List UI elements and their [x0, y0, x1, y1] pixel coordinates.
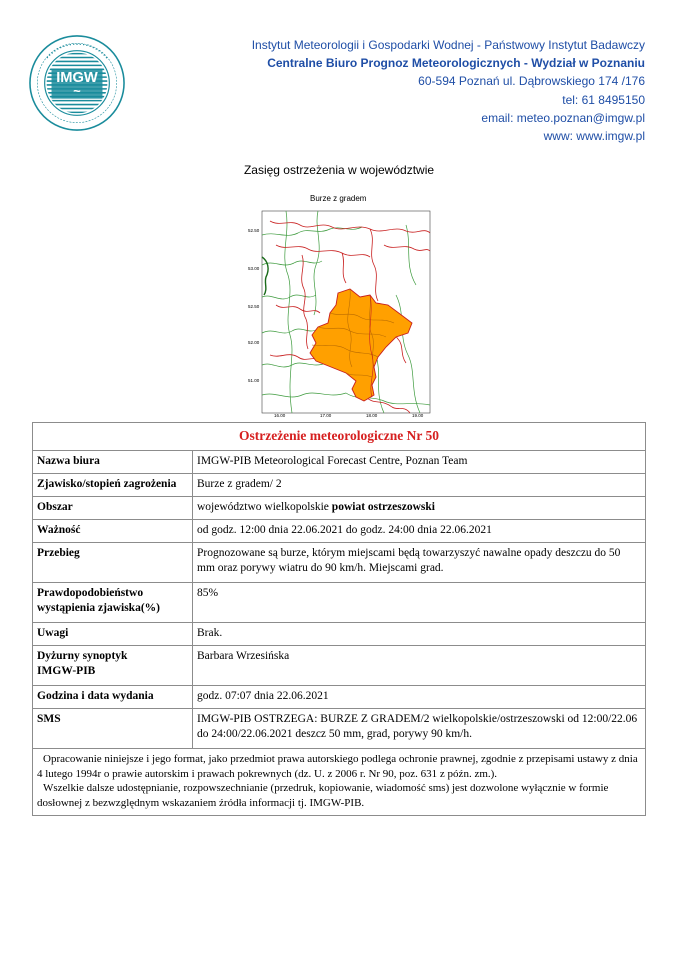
row-label-line: Dyżurny synoptyk — [37, 650, 128, 662]
warning-table — [32, 422, 646, 816]
office-name: Centralne Biuro Prognoz Meteorologicznych - Wydział w Poznaniu — [267, 56, 645, 71]
lat-label: 52.50 — [248, 228, 260, 233]
svg-text:~: ~ — [73, 83, 81, 99]
imgw-logo — [28, 34, 126, 132]
row-value: 85% — [193, 583, 646, 623]
row-value: godz. 07:07 dnia 22.06.2021 — [193, 686, 646, 709]
row-label: Nazwa biura — [33, 451, 193, 474]
row-value — [193, 497, 646, 520]
warning-area-map — [246, 205, 436, 419]
table-row — [33, 520, 646, 543]
table-row — [33, 497, 646, 520]
row-label: Zjawisko/stopień zagrożenia — [33, 474, 193, 497]
row-value: Barbara Wrzesińska — [193, 646, 646, 686]
lon-label: 19.00 — [412, 413, 424, 418]
email[interactable]: email: meteo.poznan@imgw.pl — [481, 110, 645, 125]
table-row — [33, 686, 646, 709]
document-title: Zasięg ostrzeżenia w województwie — [243, 163, 435, 177]
row-label: Ważność — [33, 520, 193, 543]
phone: tel: 61 8495150 — [562, 92, 645, 107]
institute-name: Instytut Meteorologii i Gospodarki Wodnej - Państwowy Instytut Badawczy — [251, 38, 645, 52]
row-value: Brak. — [193, 623, 646, 646]
table-row — [33, 451, 646, 474]
address: 60-594 Poznań ul. Dąbrowskiego 174 /176 — [418, 74, 645, 89]
table-row — [33, 474, 646, 497]
svg-text:• • • • • • • • • • • • • • •: • • • • • • • • • • • • • • • • • • • • • — [45, 41, 109, 61]
header-block — [252, 36, 645, 145]
row-value: Burze z gradem/ 2 — [193, 474, 646, 497]
table-row — [33, 709, 646, 749]
row-label-line: Prawdopodobieństwo — [37, 587, 144, 599]
table-row — [33, 623, 646, 646]
lon-label: 18.00 — [366, 413, 378, 418]
table-row — [33, 583, 646, 623]
copyright-note — [33, 749, 646, 816]
row-label-line: wystąpienia zjawiska(%) — [37, 602, 160, 614]
row-value: IMGW-PIB OSTRZEGA: BURZE Z GRADEM/2 wielkopolskie/ostrzeszowski od 12:00/22.06 do 24:00/22.06.2021 deszcz 50 mm, grad, porywy 90 km/h. — [193, 709, 646, 749]
lon-label: 17.00 — [320, 413, 332, 418]
website[interactable]: www: www.imgw.pl — [543, 129, 645, 144]
row-label: Godzina i data wydania — [33, 686, 193, 709]
row-label: SMS — [33, 709, 193, 749]
row-value: od godz. 12:00 dnia 22.06.2021 do godz. 24:00 dnia 22.06.2021 — [193, 520, 646, 543]
row-label: Przebieg — [33, 543, 193, 583]
row-label: Obszar — [33, 497, 193, 520]
row-value: IMGW-PIB Meteorological Forecast Centre, Poznan Team — [193, 451, 646, 474]
copyright-paragraph: Opracowanie niniejsze i jego format, jako przedmiot prawa autorskiego podlega ochronie prawnej, zgodnie z przepisami ustawy z dnia 4 lutego 1994r o prawie autorskim i prawach pokrewnych (dz. U. z 2006 r. Nr 90, poz. 631 z późn. zm.). — [37, 753, 638, 780]
lat-label: 52.50 — [248, 304, 260, 309]
lon-label: 16.00 — [274, 413, 286, 418]
table-row — [33, 543, 646, 583]
table-row — [33, 646, 646, 686]
row-label: Uwagi — [33, 623, 193, 646]
copyright-paragraph: Wszelkie dalsze udostępnianie, rozpowszechnianie (przedruk, kopiowanie, wiadomość sms) jest dozwolone wyłącznie w formie dosłownej z bezwzględnym wskazaniem źródła informacji tj. IMGW-PIB. — [37, 782, 609, 809]
row-label — [33, 583, 193, 623]
row-value: Prognozowane są burze, którym miejscami będą towarzyszyć nawalne opady deszczu do 50 mm oraz porywy wiatru do 90 km/h. Miejscami grad. — [193, 543, 646, 583]
area-county: powiat ostrzeszowski — [331, 501, 435, 513]
lat-label: 51.00 — [248, 378, 260, 383]
warning-heading: Ostrzeżenie meteorologiczne Nr 50 — [33, 423, 646, 451]
area-voivodeship: województwo wielkopolskie — [197, 501, 329, 513]
row-label-line: IMGW-PIB — [37, 665, 96, 677]
lat-label: 52.00 — [248, 340, 260, 345]
logo-text: IMGW — [56, 70, 98, 87]
lat-label: 53.00 — [248, 266, 260, 271]
row-label — [33, 646, 193, 686]
map-title: Burze z gradem — [310, 194, 367, 203]
